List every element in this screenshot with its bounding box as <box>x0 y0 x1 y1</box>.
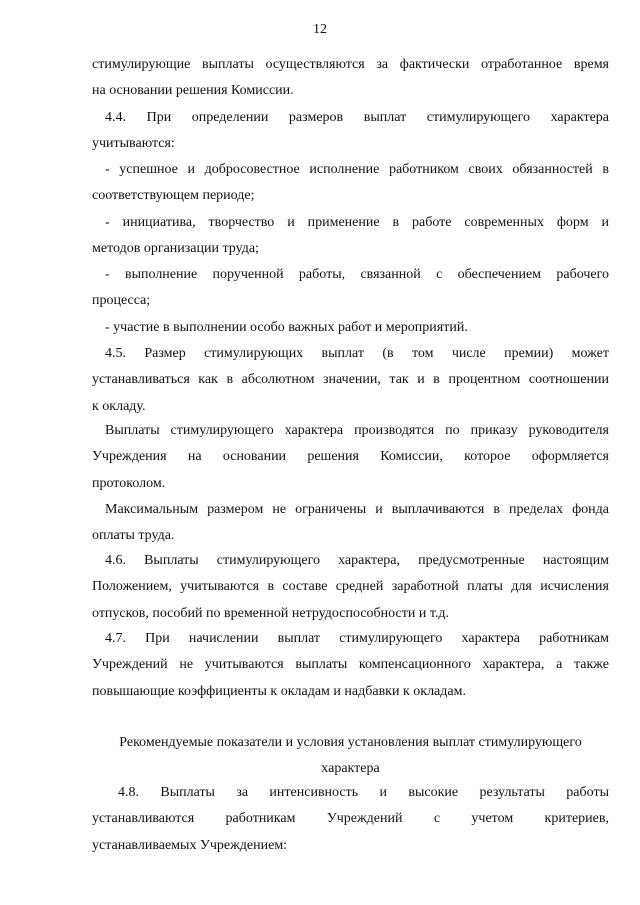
text-line: - участие в выполнении особо важных работ и мероприятий. <box>105 320 468 335</box>
paragraph-continuation <box>92 52 609 105</box>
text-line: Учреждений не учитываются выплаты компенсационного характера, а также <box>92 657 609 673</box>
text-line: процесса; <box>92 293 151 309</box>
page-number: 12 <box>313 22 327 37</box>
text-line: методов организации труда; <box>92 241 259 257</box>
list-item-special-work <box>92 315 609 341</box>
text-line: к окладу. <box>92 398 146 414</box>
text-line: 4.6. Выплаты стимулирующего характера, предусмотренные настоящим <box>105 553 609 568</box>
paragraph-4-7 <box>92 626 609 705</box>
paragraph-4-4 <box>92 105 609 158</box>
paragraph-4-8 <box>92 780 609 859</box>
text-line: 4.8. Выплаты за интенсивность и высокие результаты работы <box>118 785 609 800</box>
section-heading <box>92 730 609 783</box>
list-item-diligence <box>92 157 609 210</box>
text-line: - успешное и добросовестное исполнение работником своих обязанностей в <box>105 162 609 177</box>
paragraph-4-6 <box>92 548 609 627</box>
paragraph-4-5 <box>92 341 609 420</box>
text-line: протоколом. <box>92 475 166 491</box>
text-line: Максимальным размером не ограничены и выплачиваются в пределах фонда <box>105 502 609 517</box>
text-line: повышающие коэффициенты к окладам и надбавки к окладам. <box>92 683 466 699</box>
text-line: отпусков, пособий по временной нетрудоспособности и т.д. <box>92 605 450 621</box>
text-line: 4.7. При начислении выплат стимулирующего характера работникам <box>105 631 609 646</box>
text-line: учитываются: <box>92 136 175 152</box>
text-line: на основании решения Комиссии. <box>92 83 294 99</box>
list-item-assigned-work <box>92 262 609 315</box>
text-line: - инициатива, творчество и применение в работе современных форм и <box>105 215 609 230</box>
text-line: стимулирующие выплаты осуществляются за фактически отработанное время <box>92 57 609 72</box>
text-line: соответствующем периоде; <box>92 188 255 204</box>
text-line: 4.5. Размер стимулирующих выплат (в том числе премии) может <box>105 346 609 361</box>
text-line: оплаты труда. <box>92 528 175 544</box>
text-line: - выполнение порученной работы, связанной с обеспечением рабочего <box>105 267 609 282</box>
paragraph-payments-order <box>92 418 609 497</box>
heading-line: Рекомендуемые показатели и условия установления выплат стимулирующего <box>119 735 582 750</box>
text-line: Положением, учитываются в составе средней заработной платы для исчисления <box>92 579 609 595</box>
paragraph-maximum-amount <box>92 497 609 550</box>
text-line: устанавливаться как в абсолютном значении, так и в процентном соотношении <box>92 372 609 388</box>
text-line: устанавливаются работникам Учреждений с учетом критериев, <box>92 811 609 827</box>
text-line: 4.4. При определении размеров выплат стимулирующего характера <box>105 110 609 125</box>
text-line: Выплаты стимулирующего характера производятся по приказу руководителя <box>105 423 609 438</box>
heading-line: характера <box>321 761 380 777</box>
list-item-initiative <box>92 210 609 263</box>
text-line: Учреждения на основании решения Комиссии, которое оформляется <box>92 449 609 465</box>
text-line: устанавливаемых Учреждением: <box>92 837 288 853</box>
